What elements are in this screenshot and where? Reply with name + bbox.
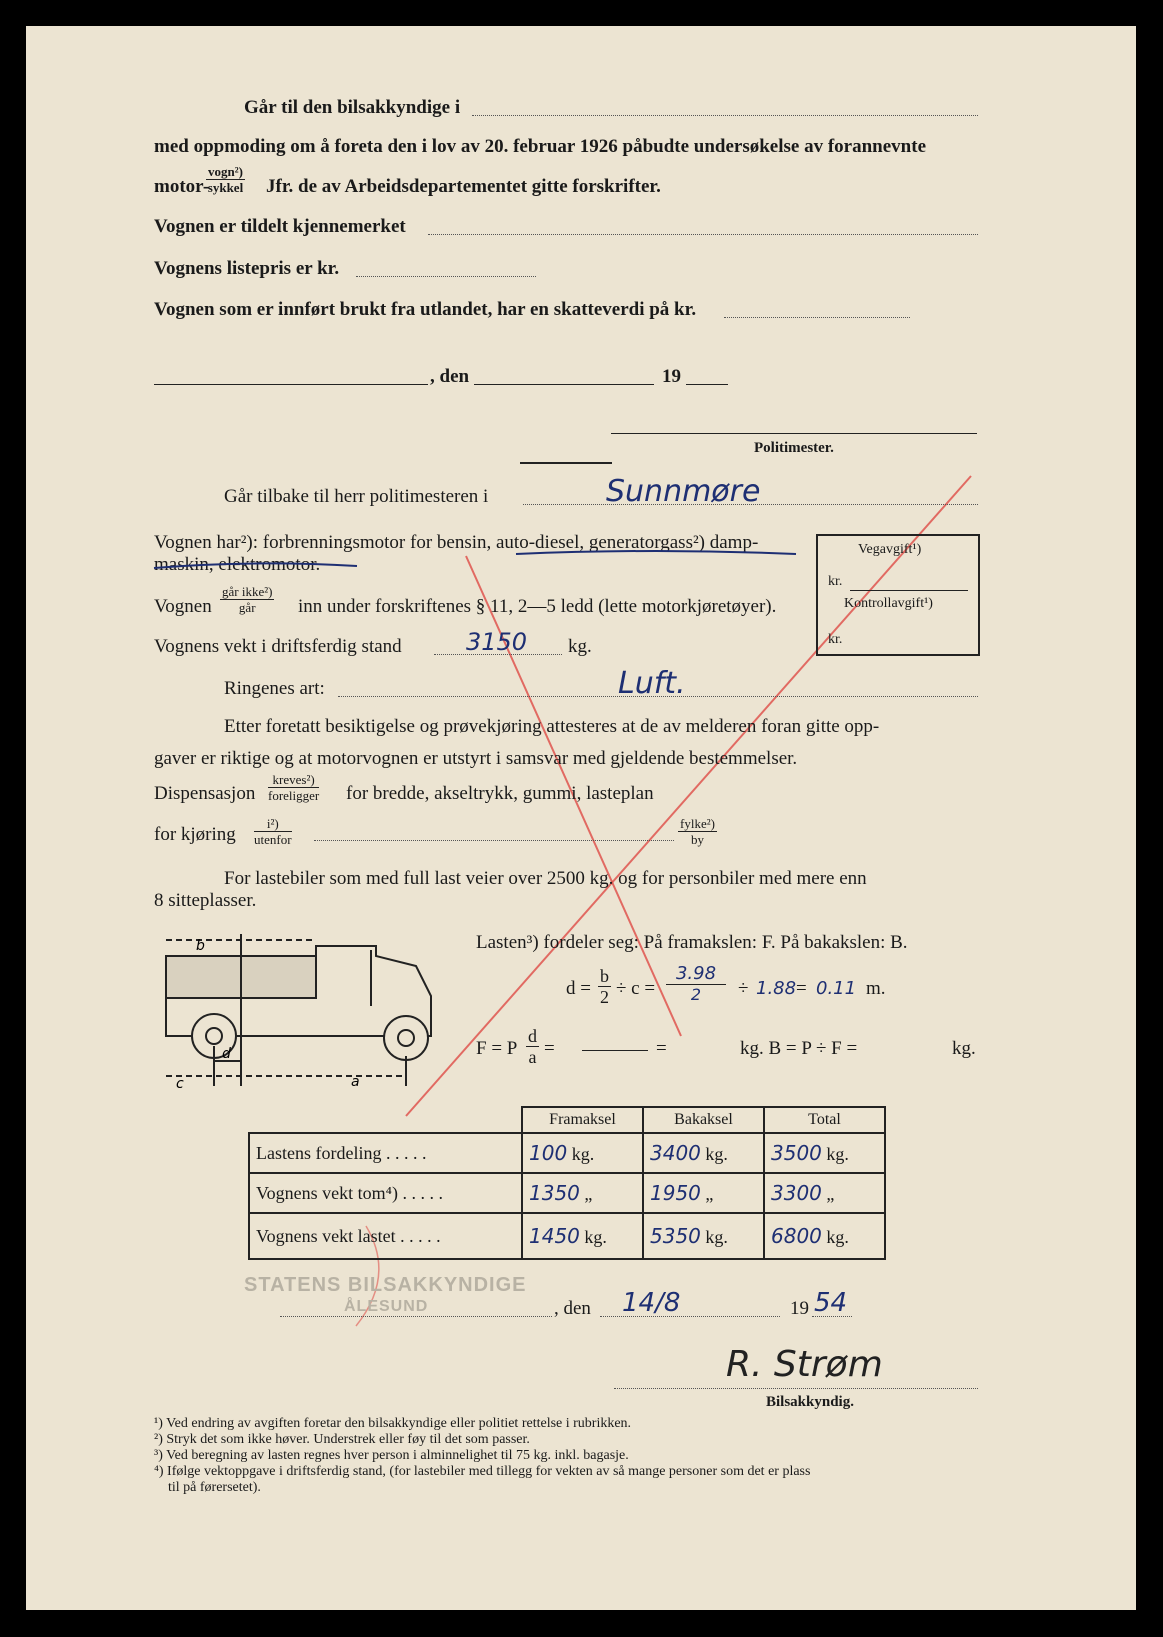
formula-b-fraction (598, 966, 611, 1007)
cell-total (764, 1133, 885, 1173)
row-label-text: Lastens fordeling (256, 1142, 382, 1163)
truck-diagram (156, 926, 446, 1096)
row-label-text: Vognens vekt tom⁴) (256, 1182, 398, 1203)
row-dots: . . . . . (400, 1225, 441, 1246)
politimester-signature-line (611, 433, 977, 434)
plate-field (428, 234, 978, 235)
cell-value: 6800 (771, 1224, 822, 1248)
footnote-3: ³) Ved beregning av lasten regnes hver person i alminnelighet til 75 kg. inkl. bagasje. (154, 1448, 629, 1463)
fraction-denominator: foreligger (268, 788, 320, 803)
diagram-label-d: d (222, 1046, 231, 1062)
table-header-row (249, 1107, 885, 1133)
cell-unit: kg. (705, 1144, 728, 1164)
place-field (154, 384, 428, 385)
section-divider (520, 462, 612, 464)
header-line-2: med oppmoding om å foreta den i lov av 20. februar 1926 påbudte undersøkelse av forannevnte (154, 136, 926, 157)
cell-value: 1450 (529, 1224, 580, 1248)
cell-value: 100 (529, 1141, 568, 1165)
cell-unit: kg. (584, 1227, 607, 1247)
diagram-label-a: a (351, 1074, 360, 1090)
cell-value: 3400 (650, 1141, 701, 1165)
cell-bakaksel (643, 1213, 764, 1259)
disp-suffix: for bredde, akseltrykk, gummi, lasteplan (346, 783, 654, 804)
header-line-5: Vognens listepris er kr. (154, 258, 340, 279)
formula-equals: = (796, 978, 807, 999)
disp-label: Dispensasjon (154, 783, 256, 804)
cell-total (764, 1173, 885, 1213)
attest-line-2: gaver er riktige og at motorvognen er utstyrt i samsvar med gjeldende bestemmelser. (154, 748, 798, 769)
kg-end: kg. (952, 1038, 976, 1059)
row-dots: . . . . . (385, 1142, 427, 1163)
row-label (249, 1173, 522, 1213)
signature-date-value: 14/8 (622, 1288, 681, 1318)
rings-handwritten: Luft. (618, 666, 686, 701)
fraction-denominator: a (528, 1047, 537, 1067)
formula-f: F = P (476, 1038, 518, 1059)
kr-label-2: kr. (828, 632, 843, 647)
cell-framaksel (522, 1213, 643, 1259)
cell-value: 3300 (771, 1181, 822, 1205)
truck-line-2: 8 sitteplasser. (154, 890, 257, 911)
drive-field (314, 840, 674, 841)
engine-underline-mark (506, 546, 806, 560)
politimester-label: Politimester. (754, 440, 834, 456)
list-price-field (356, 276, 536, 277)
header-line-3-prefix: motor- (154, 176, 210, 197)
c-fraction (666, 964, 726, 1005)
fraction-numerator: d (528, 1026, 537, 1046)
cell-value: 3500 (771, 1141, 822, 1165)
rings-label: Ringenes art: (224, 678, 325, 699)
stamp-line-2: ÅLESUND (344, 1298, 429, 1315)
table-row (249, 1173, 885, 1213)
signature-den: , den (554, 1298, 591, 1319)
table-header-total: Total (764, 1107, 885, 1133)
cell-bakaksel (643, 1133, 764, 1173)
diagram-label-c: c (176, 1076, 184, 1092)
cell-unit: kg. (571, 1144, 595, 1164)
stamp-line-1: STATENS BILSAKKYNDIGE (244, 1274, 527, 1296)
weight-label: Vognens vekt i driftsferdig stand (154, 636, 402, 657)
date-den-label: , den (430, 366, 470, 387)
cell-unit: „ (584, 1184, 593, 1204)
footnote-1: ¹) Ved endring av avgiften foretar den bilsakkyndige eller politiet rettelse i rubrikken. (154, 1416, 632, 1431)
formula-f-eq: = (544, 1038, 555, 1059)
sub-value: 1.88 (756, 978, 797, 999)
header-line-1-field (472, 115, 978, 116)
footnote-4: ⁴) Ifølge vektoppgave i driftsferdig stand, (for lastebiler med tillegg for vekten av så mange personer som det er plass (154, 1464, 811, 1479)
drive-fraction (254, 816, 292, 847)
table-header-framaksel: Framaksel (522, 1107, 643, 1133)
kg-b: kg. B = P ÷ F = (740, 1038, 858, 1059)
bilsakkyndig-signature-line (614, 1388, 978, 1389)
row-label-text: Vognens vekt lastet (256, 1225, 396, 1246)
header-line-1: Går til den bilsakkyndige i (244, 97, 461, 118)
cell-unit: kg. (826, 1227, 849, 1247)
formula-f-eq2: = (656, 1038, 667, 1059)
formula-minus: ÷ (738, 978, 749, 999)
fraction-denominator: sykkel (207, 180, 244, 195)
formula-f-line (582, 1050, 648, 1051)
row-label (249, 1133, 522, 1173)
returns-handwritten: Sunnmøre (606, 474, 761, 509)
document-page (26, 26, 1136, 1610)
fraction-denominator: 2 (600, 987, 609, 1007)
cell-value: 1350 (529, 1181, 580, 1205)
header-line-4: Vognen er tildelt kjennemerket (154, 216, 406, 237)
formula-mid: ÷ c = (616, 978, 656, 999)
cell-value: 1950 (650, 1181, 701, 1205)
fraction-numerator: kreves²) (268, 772, 319, 788)
fraction-denominator: utenfor (254, 832, 292, 847)
drive-label: for kjøring (154, 824, 236, 845)
fraction-denominator: by (690, 832, 704, 847)
header-line-3-suffix: Jfr. de av Arbeidsdepartementet gitte forskrifter. (266, 176, 661, 197)
bilsakkyndig-signature: R. Strøm (726, 1344, 883, 1385)
fraction-numerator: fylke²) (680, 816, 715, 831)
row-label (249, 1213, 522, 1259)
drive-right-fraction (678, 816, 717, 847)
kr-label-1: kr. (828, 574, 843, 589)
fraction-numerator: b (600, 966, 609, 986)
cell-unit: kg. (705, 1227, 728, 1247)
cell-unit: „ (826, 1184, 835, 1204)
table-row (249, 1213, 885, 1259)
fraction-numerator: i²) (254, 816, 292, 832)
cell-framaksel (522, 1133, 643, 1173)
vognen-suffix: inn under forskriftenes § 11, 2—5 ledd (lette motorkjøretøyer). (298, 596, 777, 617)
kontrollavgift-label: Kontrollavgift¹) (844, 596, 933, 611)
vegavgift-label: Vegavgift¹) (858, 542, 922, 557)
header-line-3-fraction (206, 164, 245, 195)
table-header-empty (249, 1107, 522, 1133)
cell-unit: kg. (826, 1144, 849, 1164)
year-label: 19 (662, 366, 681, 387)
footnote-4-cont: til på førersetet). (154, 1480, 261, 1495)
header-line-6: Vognen som er innført brukt fra utlandet, har en skatteverdi på kr. (154, 299, 697, 320)
fraction-numerator: går ikke²) (222, 584, 273, 599)
tax-value-field (724, 317, 910, 318)
cell-unit: „ (705, 1184, 714, 1204)
fraction-numerator: 3.98 (666, 964, 726, 985)
weight-handwritten: 3150 (466, 628, 528, 656)
vognen-fraction (220, 584, 274, 615)
returns-label: Går tilbake til herr politimesteren i (224, 486, 489, 507)
signature-year-value: 54 (814, 1288, 848, 1318)
cell-total (764, 1213, 885, 1259)
load-title: Lasten³) fordeler seg: På framakslen: F. På bakakslen: B. (476, 932, 908, 953)
vegavgift-field (850, 590, 968, 591)
table-row (249, 1133, 885, 1173)
unit-m: m. (866, 978, 886, 999)
formula-d: d = (566, 978, 591, 999)
fee-box (816, 534, 980, 656)
table-header-bakaksel: Bakaksel (643, 1107, 764, 1133)
signature-place-field (280, 1316, 552, 1317)
row-dots: . . . . . (402, 1182, 443, 1203)
bilsakkyndig-label: Bilsakkyndig. (766, 1394, 854, 1410)
fraction-denominator: går (238, 600, 256, 615)
result-value: 0.11 (816, 978, 857, 999)
engine-line-2: maskin, elektromotor. (154, 554, 321, 575)
attest-line-1: Etter foretatt besiktigelse og prøvekjøring attesteres at de av melderen foran gitte opp- (224, 716, 880, 737)
disp-fraction (268, 772, 319, 803)
fraction-numerator: vogn²) (208, 164, 243, 179)
date-field (474, 384, 654, 385)
vognen-label: Vognen (154, 596, 212, 617)
fraction-denominator: 2 (690, 985, 702, 1004)
engine-strike-mark (152, 558, 362, 574)
engine-line-1: Vognen har²): forbrenningsmotor for bensin, auto-diesel, generatorgass²) damp- (154, 532, 759, 553)
truck-line-1: For lastebiler som med full last veier over 2500 kg. og for personbiler med mere enn (224, 868, 867, 889)
diagram-label-b: b (196, 938, 205, 954)
formula-f-fraction (526, 1026, 539, 1067)
cell-bakaksel (643, 1173, 764, 1213)
footnote-2: ²) Stryk det som ikke høver. Understrek eller føy til det som passer. (154, 1432, 530, 1447)
year-field (686, 384, 728, 385)
cell-value: 5350 (650, 1224, 701, 1248)
load-table (248, 1106, 886, 1260)
cell-framaksel (522, 1173, 643, 1213)
signature-year-prefix: 19 (790, 1298, 809, 1319)
weight-unit: kg. (568, 636, 592, 657)
